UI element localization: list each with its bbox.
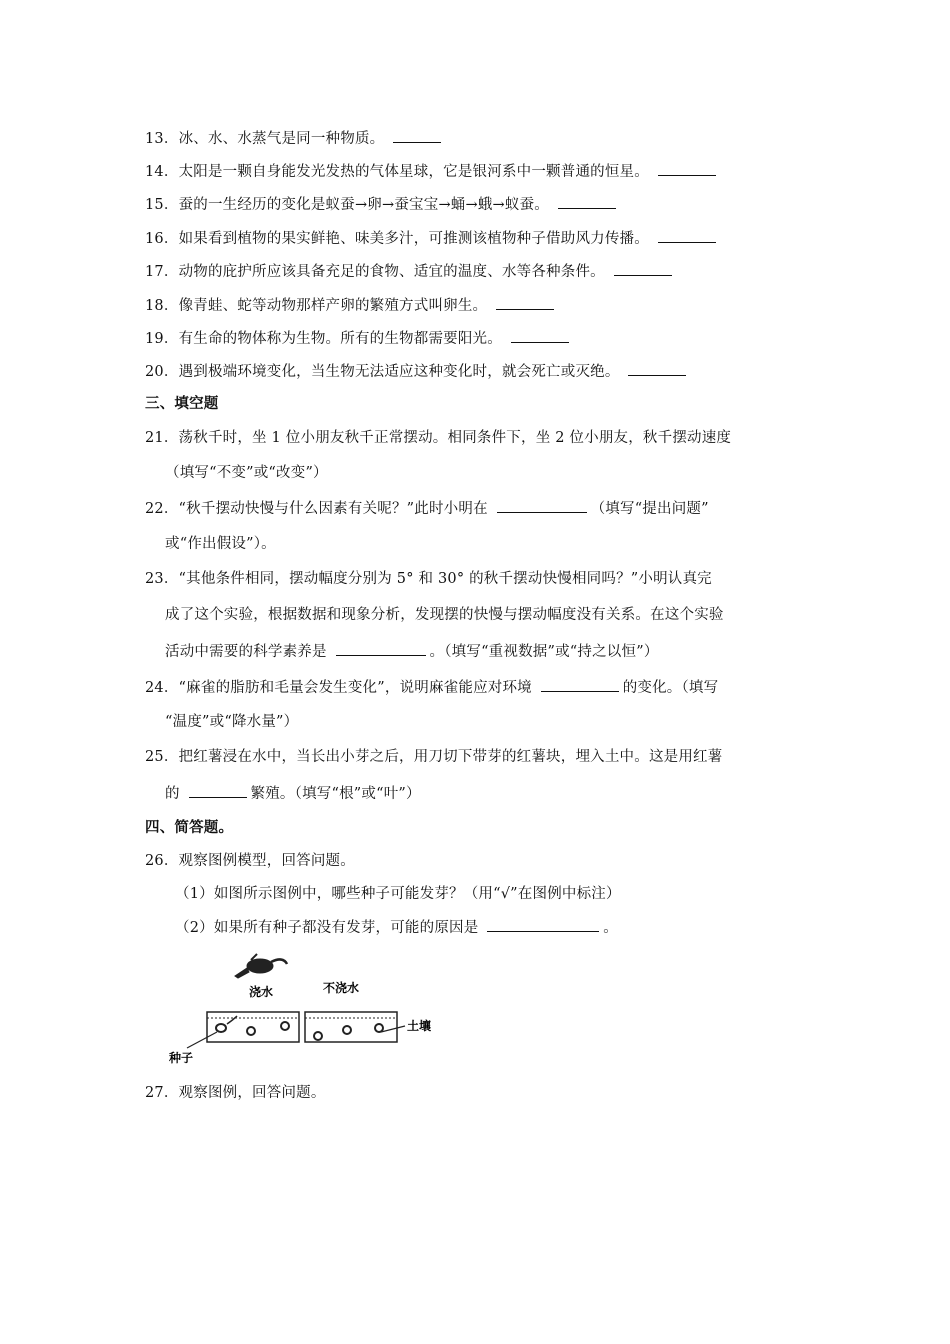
question-17: 17．动物的庇护所应该具备充足的食物、适宜的温度、水等各种条件。: [145, 261, 676, 282]
section-3-heading: 三、填空题: [145, 395, 219, 412]
answer-blank[interactable]: [497, 498, 587, 513]
answer-blank[interactable]: [628, 361, 686, 376]
answer-blank[interactable]: [487, 917, 599, 932]
answer-blank[interactable]: [393, 128, 441, 143]
question-24-line2: “温度”或“降水量”）: [165, 714, 299, 730]
answer-blank[interactable]: [336, 641, 426, 656]
question-26-part1: （1）如图所示图例中，哪些种子可能发芽？（用“√”在图例中标注）: [175, 886, 621, 902]
answer-blank[interactable]: [511, 328, 569, 343]
question-23-line2: 成了这个实验，根据数据和现象分析，发现摆的快慢与摆动幅度没有关系。在这个实验: [165, 607, 724, 623]
answer-blank[interactable]: [558, 194, 616, 209]
question-21-line1: 21．荡秋千时，坐 1 位小朋友秋千正常摆动。相同条件下，坐 2 位小朋友，秋千摆动速度: [145, 430, 732, 446]
question-15: 15．蚕的一生经历的变化是蚁蚕→卵→蚕宝宝→蛹→蛾→蚁蚕。: [145, 194, 620, 215]
question-26-stem: 26．观察图例模型，回答问题。: [145, 853, 355, 869]
question-13: 13．冰、水、水蒸气是同一种物质。: [145, 128, 445, 149]
answer-blank[interactable]: [496, 295, 554, 310]
watering-can-icon: [235, 954, 287, 978]
question-21-line2: （填写“不变”或“改变”）: [165, 465, 328, 481]
water-label: 浇水: [249, 985, 274, 999]
seed: [216, 1016, 289, 1035]
question-20: 20．遇到极端环境变化，当生物无法适应这种变化时，就会死亡或灭绝。: [145, 361, 690, 382]
question-19: 19．有生命的物体称为生物。所有的生物都需要阳光。: [145, 328, 573, 349]
question-25-line2: 的 繁殖。（填写“根”或“叶”）: [165, 783, 421, 804]
question-22-line2: 或“作出假设”）。: [165, 536, 276, 552]
question-25-line1: 25．把红薯浸在水中，当长出小芽之后，用刀切下带芽的红薯块，埋入土中。这是用红薯: [145, 749, 723, 765]
section-4-heading: 四、简答题。: [145, 819, 234, 836]
answer-blank[interactable]: [658, 161, 716, 176]
answer-blank[interactable]: [189, 783, 247, 798]
seed-germination-figure: [165, 950, 445, 1070]
no-water-label: 不浇水: [323, 981, 360, 995]
answer-blank[interactable]: [541, 677, 619, 692]
answer-blank[interactable]: [614, 261, 672, 276]
question-24-line1: 24．“麻雀的脂肪和毛量会发生变化”，说明麻雀能应对环境 的变化。（填写: [145, 677, 718, 698]
question-14: 14．太阳是一颗自身能发光发热的气体星球，它是银河系中一颗普通的恒星。: [145, 161, 720, 182]
answer-blank[interactable]: [658, 228, 716, 243]
seed-label: 种子: [169, 1051, 194, 1065]
question-26-part2: （2）如果所有种子都没有发芽，可能的原因是 。: [175, 917, 618, 938]
seed: [314, 1024, 383, 1040]
soil-label: 土壤: [407, 1019, 432, 1033]
question-23-line1: 23．“其他条件相同，摆动幅度分别为 5° 和 30° 的秋千摆动快慢相同吗？”小明认真完: [145, 571, 712, 587]
question-23-line3: 活动中需要的科学素养是 。（填写“重视数据”或“持之以恒”）: [165, 641, 659, 662]
question-27-stem: 27．观察图例，回答问题。: [145, 1085, 326, 1101]
question-16: 16．如果看到植物的果实鲜艳、味美多汁，可推测该植物种子借助风力传播。: [145, 228, 720, 249]
question-18: 18．像青蛙、蛇等动物那样产卵的繁殖方式叫卵生。: [145, 295, 558, 316]
question-22-line1: 22．“秋千摆动快慢与什么因素有关呢？”此时小明在 （填写“提出问题”: [145, 498, 709, 519]
